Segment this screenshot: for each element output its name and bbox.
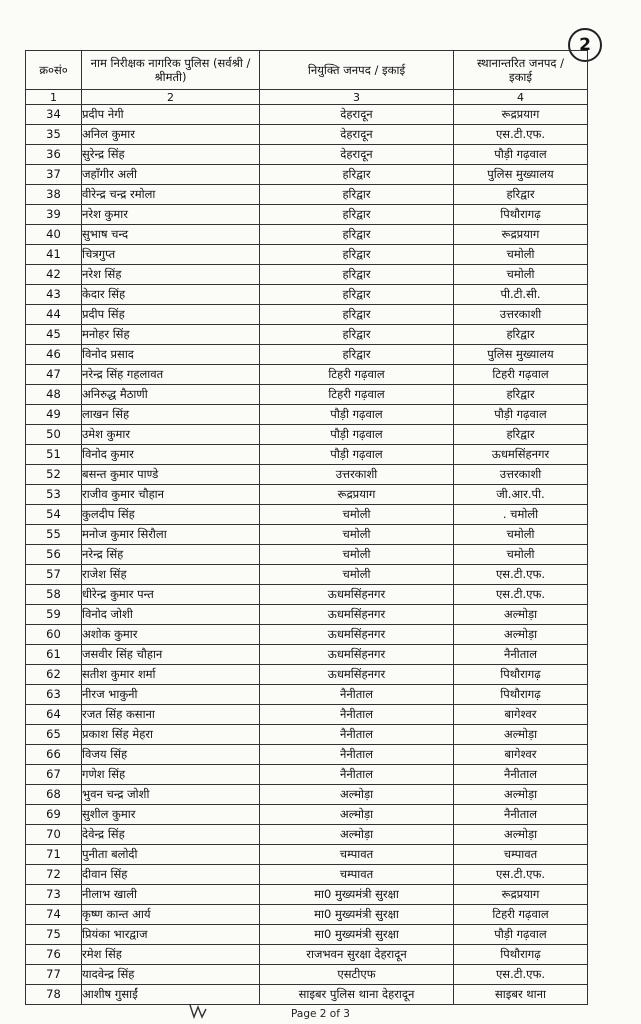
appointment-cell: हरिद्वार (260, 205, 454, 225)
appointment-cell: हरिद्वार (260, 185, 454, 205)
serial-cell: 40 (26, 225, 82, 245)
serial-cell: 63 (26, 685, 82, 705)
serial-cell: 42 (26, 265, 82, 285)
serial-cell: 34 (26, 105, 82, 125)
appointment-cell: मा0 मुख्यमंत्री सुरक्षा (260, 925, 454, 945)
table-row (26, 265, 588, 285)
name-cell: विनोद कुमार (82, 445, 260, 465)
table-row (26, 725, 588, 745)
table-row (26, 845, 588, 865)
name-cell: विनोद जोशी (82, 605, 260, 625)
name-cell: आशीष गुसाईं (82, 985, 260, 1005)
name-cell: मनोहर सिंह (82, 325, 260, 345)
column-number: 2 (82, 90, 260, 105)
header-transfer (454, 51, 588, 90)
column-number: 3 (260, 90, 454, 105)
table-row (26, 785, 588, 805)
serial-cell: 71 (26, 845, 82, 865)
table-row (26, 505, 588, 525)
serial-cell: 58 (26, 585, 82, 605)
name-cell: पुनीता बलोदी (82, 845, 260, 865)
transfer-cell: नैनीताल (454, 805, 588, 825)
table-row (26, 965, 588, 985)
table-row (26, 525, 588, 545)
header-appointment: नियुक्ति जनपद / इकाई (260, 51, 454, 90)
table-row (26, 685, 588, 705)
serial-cell: 75 (26, 925, 82, 945)
name-cell: कुलदीप सिंह (82, 505, 260, 525)
transfer-cell: पुलिस मुख्यालय (454, 165, 588, 185)
transfer-cell: पी.टी.सी. (454, 285, 588, 305)
name-cell: बसन्त कुमार पाण्डे (82, 465, 260, 485)
serial-cell: 72 (26, 865, 82, 885)
transfer-cell: पिथौरागढ़ (454, 665, 588, 685)
table-row (26, 765, 588, 785)
table-row (26, 985, 588, 1005)
serial-cell: 49 (26, 405, 82, 425)
appointment-cell: अल्मोड़ा (260, 785, 454, 805)
transfer-cell: अल्मोड़ा (454, 725, 588, 745)
serial-cell: 76 (26, 945, 82, 965)
table-row (26, 165, 588, 185)
name-cell: यादवेन्द्र सिंह (82, 965, 260, 985)
serial-cell: 44 (26, 305, 82, 325)
table-row (26, 625, 588, 645)
serial-cell: 62 (26, 665, 82, 685)
appointment-cell: ऊधमसिंहनगर (260, 625, 454, 645)
header-name (82, 51, 260, 90)
name-cell: गणेश सिंह (82, 765, 260, 785)
appointment-cell: चमोली (260, 565, 454, 585)
table-row (26, 345, 588, 365)
table-row (26, 945, 588, 965)
appointment-cell: चम्पावत (260, 845, 454, 865)
appointment-cell: नैनीताल (260, 745, 454, 765)
column-number-row (26, 90, 588, 105)
serial-cell: 59 (26, 605, 82, 625)
transfer-cell: पिथौरागढ़ (454, 685, 588, 705)
name-cell: रजत सिंह कसाना (82, 705, 260, 725)
serial-cell: 60 (26, 625, 82, 645)
transfer-cell: चमोली (454, 265, 588, 285)
table-row (26, 425, 588, 445)
header-serial: क्र०सं० (26, 51, 82, 90)
transfer-cell: नैनीताल (454, 645, 588, 665)
appointment-cell: एसटीएफ (260, 965, 454, 985)
name-cell: अनिल कुमार (82, 125, 260, 145)
table-row (26, 205, 588, 225)
table-row (26, 485, 588, 505)
name-cell: नीरज भाकुनी (82, 685, 260, 705)
appointment-cell: पौड़ी गढ़वाल (260, 445, 454, 465)
serial-cell: 69 (26, 805, 82, 825)
name-cell: धीरेन्द्र कुमार पन्त (82, 585, 260, 605)
transfer-cell: चम्पावत (454, 845, 588, 865)
appointment-cell: हरिद्वार (260, 285, 454, 305)
appointment-cell: अल्मोड़ा (260, 805, 454, 825)
transfer-cell: अल्मोड़ा (454, 605, 588, 625)
table-row (26, 185, 588, 205)
transfer-cell: ऊधमसिंहनगर (454, 445, 588, 465)
table-row (26, 145, 588, 165)
appointment-cell: ऊधमसिंहनगर (260, 605, 454, 625)
serial-cell: 65 (26, 725, 82, 745)
transfer-cell: हरिद्वार (454, 385, 588, 405)
appointment-cell: चमोली (260, 545, 454, 565)
transfer-cell: एस.टी.एफ. (454, 565, 588, 585)
transfer-cell: चमोली (454, 525, 588, 545)
appointment-cell: मा0 मुख्यमंत्री सुरक्षा (260, 905, 454, 925)
table-header-row (26, 51, 588, 90)
table-row (26, 245, 588, 265)
appointment-cell: पौड़ी गढ़वाल (260, 425, 454, 445)
transfer-cell: चमोली (454, 245, 588, 265)
table-row (26, 645, 588, 665)
table-row (26, 585, 588, 605)
table-row (26, 885, 588, 905)
name-cell: प्रदीप नेगी (82, 105, 260, 125)
appointment-cell: ऊधमसिंहनगर (260, 585, 454, 605)
transfer-cell: पिथौरागढ़ (454, 205, 588, 225)
name-cell: अनिरुद्ध मैठाणी (82, 385, 260, 405)
table-row (26, 325, 588, 345)
appointment-cell: रूद्रप्रयाग (260, 485, 454, 505)
serial-cell: 39 (26, 205, 82, 225)
name-cell: जहाँगीर अली (82, 165, 260, 185)
serial-cell: 68 (26, 785, 82, 805)
table-row (26, 825, 588, 845)
name-cell: भुवन चन्द्र जोशी (82, 785, 260, 805)
name-cell: उमेश कुमार (82, 425, 260, 445)
transfer-cell: रूद्रप्रयाग (454, 105, 588, 125)
column-number: 4 (454, 90, 588, 105)
transfer-cell: नैनीताल (454, 765, 588, 785)
appointment-cell: हरिद्वार (260, 165, 454, 185)
table-row (26, 105, 588, 125)
appointment-cell: हरिद्वार (260, 325, 454, 345)
serial-cell: 37 (26, 165, 82, 185)
transfer-cell: हरिद्वार (454, 185, 588, 205)
appointment-cell: अल्मोड़ा (260, 825, 454, 845)
table-row (26, 545, 588, 565)
transfer-cell: एस.टी.एफ. (454, 585, 588, 605)
serial-cell: 55 (26, 525, 82, 545)
serial-cell: 77 (26, 965, 82, 985)
appointment-cell: चमोली (260, 525, 454, 545)
appointment-cell: उत्तरकाशी (260, 465, 454, 485)
table-row (26, 745, 588, 765)
transfer-cell: एस.टी.एफ. (454, 965, 588, 985)
column-number: 1 (26, 90, 82, 105)
name-cell: नरेन्द्र सिंह गहलावत (82, 365, 260, 385)
name-cell: देवेन्द्र सिंह (82, 825, 260, 845)
transfer-cell: एस.टी.एफ. (454, 125, 588, 145)
appointment-cell: राजभवन सुरक्षा देहरादून (260, 945, 454, 965)
serial-cell: 54 (26, 505, 82, 525)
transfer-cell: हरिद्वार (454, 325, 588, 345)
appointment-cell: नैनीताल (260, 765, 454, 785)
serial-cell: 56 (26, 545, 82, 565)
transfer-cell: हरिद्वार (454, 425, 588, 445)
transfer-cell: रूद्रप्रयाग (454, 885, 588, 905)
name-cell: चित्रगुप्त (82, 245, 260, 265)
serial-cell: 64 (26, 705, 82, 725)
name-cell: राजेश सिंह (82, 565, 260, 585)
name-cell: कृष्ण कान्त आर्य (82, 905, 260, 925)
table-row (26, 605, 588, 625)
table-row (26, 225, 588, 245)
serial-cell: 53 (26, 485, 82, 505)
transfer-cell: उत्तरकाशी (454, 465, 588, 485)
name-cell: विनोद प्रसाद (82, 345, 260, 365)
appointment-cell: देहरादून (260, 125, 454, 145)
serial-cell: 57 (26, 565, 82, 585)
name-cell: नरेश कुमार (82, 205, 260, 225)
header-name-text: नाम निरीक्षक नागरिक पुलिस (सर्वश्री / श्रीमती) (90, 56, 251, 84)
appointment-cell: नैनीताल (260, 705, 454, 725)
table-row (26, 465, 588, 485)
name-cell: सुभाष चन्द (82, 225, 260, 245)
name-cell: वीरेन्द्र चन्द्र रमोला (82, 185, 260, 205)
name-cell: नीलाभ खाली (82, 885, 260, 905)
appointment-cell: नैनीताल (260, 685, 454, 705)
serial-cell: 51 (26, 445, 82, 465)
transfer-cell: अल्मोड़ा (454, 625, 588, 645)
appointment-cell: देहरादून (260, 145, 454, 165)
name-cell: रमेश सिंह (82, 945, 260, 965)
appointment-cell: टिहरी गढ़वाल (260, 365, 454, 385)
appointment-cell: हरिद्वार (260, 305, 454, 325)
table-row (26, 125, 588, 145)
name-cell: विजय सिंह (82, 745, 260, 765)
serial-cell: 78 (26, 985, 82, 1005)
table-row (26, 925, 588, 945)
serial-cell: 74 (26, 905, 82, 925)
name-cell: सुरेन्द्र सिंह (82, 145, 260, 165)
serial-cell: 73 (26, 885, 82, 905)
serial-cell: 50 (26, 425, 82, 445)
transfer-cell: उत्तरकाशी (454, 305, 588, 325)
table-row (26, 865, 588, 885)
name-cell: मनोज कुमार सिरौला (82, 525, 260, 545)
appointment-cell: चमोली (260, 505, 454, 525)
table-body (26, 105, 588, 1005)
transfer-cell: पौड़ी गढ़वाल (454, 925, 588, 945)
transfer-cell: जी.आर.पी. (454, 485, 588, 505)
serial-cell: 66 (26, 745, 82, 765)
name-cell: नरेन्द्र सिंह (82, 545, 260, 565)
header-transfer-text: स्थानान्तरित जनपद / इकाई (476, 56, 564, 84)
serial-cell: 67 (26, 765, 82, 785)
serial-cell: 41 (26, 245, 82, 265)
transfer-cell: पौड़ी गढ़वाल (454, 145, 588, 165)
name-cell: राजीव कुमार चौहान (82, 485, 260, 505)
page-number-mark: 2 (568, 28, 602, 62)
appointment-cell: ऊधमसिंहनगर (260, 645, 454, 665)
serial-cell: 47 (26, 365, 82, 385)
table-row (26, 405, 588, 425)
transfer-cell: साइबर थाना (454, 985, 588, 1005)
name-cell: प्रियंका भारद्वाज (82, 925, 260, 945)
appointment-cell: टिहरी गढ़वाल (260, 385, 454, 405)
transfer-cell: एस.टी.एफ. (454, 865, 588, 885)
appointment-cell: नैनीताल (260, 725, 454, 745)
serial-cell: 38 (26, 185, 82, 205)
transfer-cell: पुलिस मुख्यालय (454, 345, 588, 365)
appointment-cell: हरिद्वार (260, 265, 454, 285)
transfer-cell: बागेश्वर (454, 705, 588, 725)
serial-cell: 43 (26, 285, 82, 305)
name-cell: अशोक कुमार (82, 625, 260, 645)
table-row (26, 365, 588, 385)
serial-cell: 46 (26, 345, 82, 365)
name-cell: नरेश सिंह (82, 265, 260, 285)
transfer-cell: अल्मोड़ा (454, 825, 588, 845)
transfer-table (25, 50, 588, 1005)
name-cell: दीवान सिंह (82, 865, 260, 885)
transfer-cell: टिहरी गढ़वाल (454, 365, 588, 385)
transfer-cell: टिहरी गढ़वाल (454, 905, 588, 925)
table-row (26, 285, 588, 305)
table-row (26, 305, 588, 325)
page-footer: Page 2 of 3 (291, 1008, 350, 1020)
serial-cell: 36 (26, 145, 82, 165)
serial-cell: 70 (26, 825, 82, 845)
table-row (26, 805, 588, 825)
name-cell: जसवीर सिंह चौहान (82, 645, 260, 665)
transfer-cell: पौड़ी गढ़वाल (454, 405, 588, 425)
name-cell: सतीश कुमार शर्मा (82, 665, 260, 685)
transfer-cell: पिथौरागढ़ (454, 945, 588, 965)
serial-cell: 52 (26, 465, 82, 485)
transfer-cell: . चमोली (454, 505, 588, 525)
name-cell: सुशील कुमार (82, 805, 260, 825)
name-cell: केदार सिंह (82, 285, 260, 305)
appointment-cell: पौड़ी गढ़वाल (260, 405, 454, 425)
serial-cell: 61 (26, 645, 82, 665)
table-row (26, 565, 588, 585)
appointment-cell: साइबर पुलिस थाना देहरादून (260, 985, 454, 1005)
serial-cell: 35 (26, 125, 82, 145)
serial-cell: 48 (26, 385, 82, 405)
transfer-cell: रूद्रप्रयाग (454, 225, 588, 245)
name-cell: प्रदीप सिंह (82, 305, 260, 325)
appointment-cell: हरिद्वार (260, 245, 454, 265)
appointment-cell: ऊधमसिंहनगर (260, 665, 454, 685)
transfer-cell: बागेश्वर (454, 745, 588, 765)
appointment-cell: हरिद्वार (260, 345, 454, 365)
table-row (26, 705, 588, 725)
table-row (26, 665, 588, 685)
appointment-cell: देहरादून (260, 105, 454, 125)
appointment-cell: मा0 मुख्यमंत्री सुरक्षा (260, 885, 454, 905)
table-row (26, 385, 588, 405)
appointment-cell: हरिद्वार (260, 225, 454, 245)
name-cell: प्रकाश सिंह मेहरा (82, 725, 260, 745)
transfer-cell: अल्मोड़ा (454, 785, 588, 805)
table-row (26, 905, 588, 925)
serial-cell: 45 (26, 325, 82, 345)
appointment-cell: चम्पावत (260, 865, 454, 885)
transfer-cell: चमोली (454, 545, 588, 565)
name-cell: लाखन सिंह (82, 405, 260, 425)
table-row (26, 445, 588, 465)
